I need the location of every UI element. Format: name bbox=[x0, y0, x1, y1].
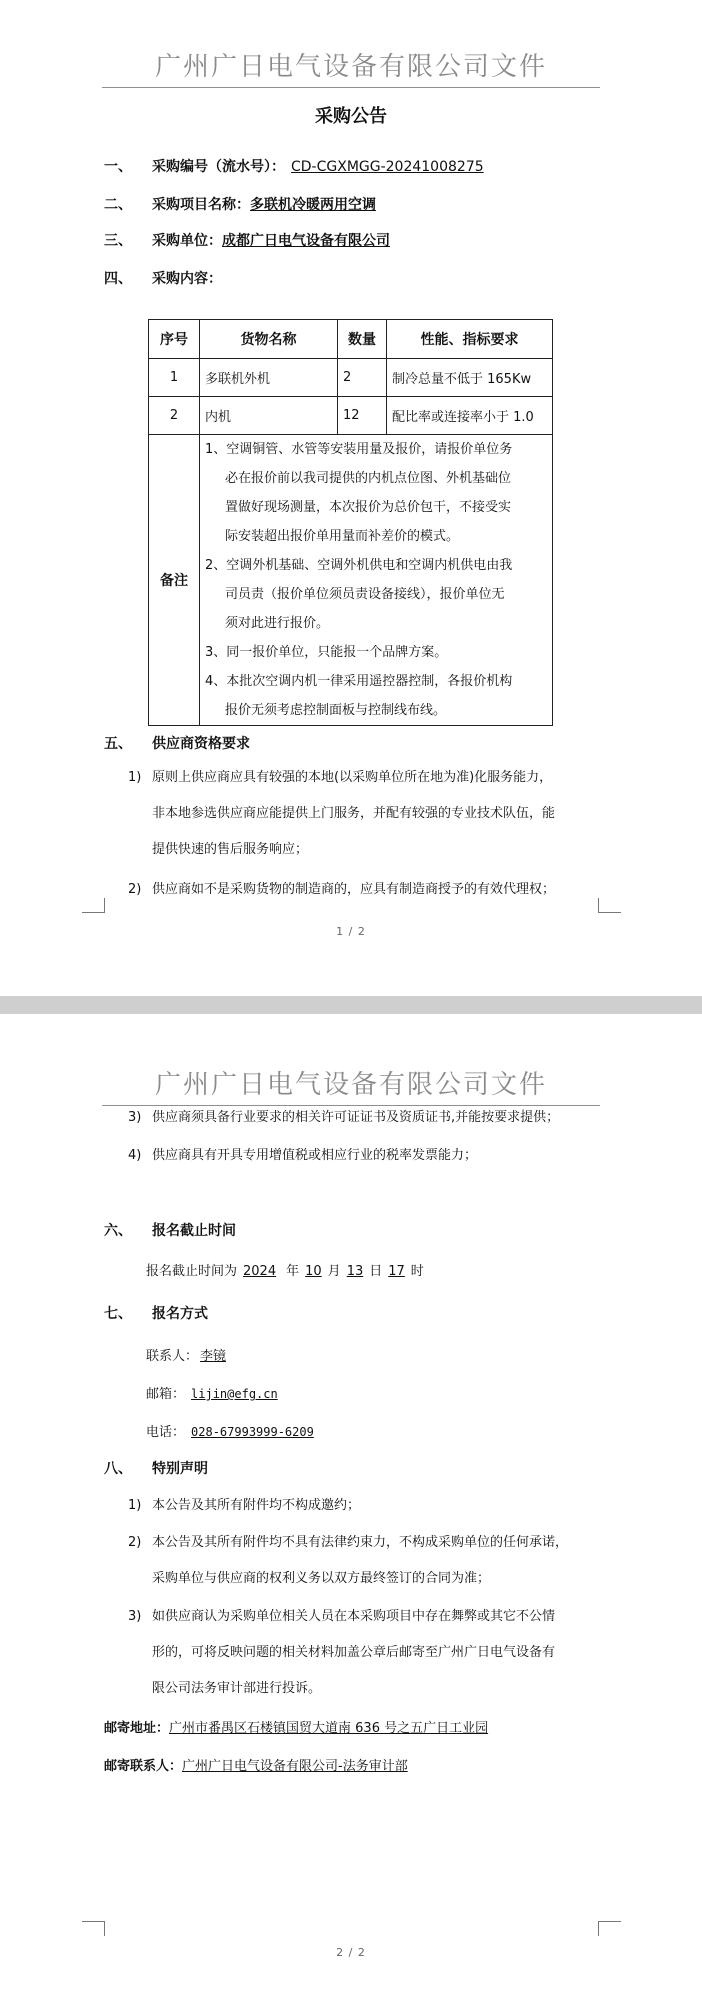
qualification-3-number: 3) bbox=[128, 1110, 142, 1125]
note-line: 2、空调外机基础、空调外机供电和空调内机供电由我 bbox=[205, 558, 513, 573]
email-link[interactable]: lijin@efg.cn bbox=[191, 1387, 278, 1401]
statement-line: 如供应商认为采购单位相关人员在本采购项目中存在舞弊或其它不公情 bbox=[152, 1609, 556, 1624]
deadline-year-unit: 年 bbox=[286, 1264, 300, 1279]
note-line: 置做好现场测量，本次报价为总价包干，不接受实 bbox=[225, 500, 512, 515]
note-line: 必在报价前以我司提供的内机点位图、外机基础位 bbox=[225, 471, 512, 486]
statement-3-number: 3) bbox=[128, 1609, 142, 1624]
section-6-title: 报名截止时间 bbox=[152, 1223, 236, 1239]
qualification-line: 提供快速的售后服务响应； bbox=[152, 842, 309, 857]
page-number: 2 / 2 bbox=[336, 1946, 366, 1959]
section-8-title: 特别声明 bbox=[152, 1461, 208, 1477]
page-gap bbox=[0, 996, 702, 1014]
section-1 bbox=[152, 156, 530, 176]
row-no: 2 bbox=[149, 397, 200, 435]
qualification-4-number: 4) bbox=[128, 1148, 142, 1163]
deadline-month-unit: 月 bbox=[327, 1264, 341, 1279]
statement-3 bbox=[152, 1599, 600, 1707]
notes-row bbox=[149, 435, 553, 726]
notes-label: 备注 bbox=[149, 435, 200, 726]
phone-row bbox=[146, 1421, 320, 1440]
section-7-title: 报名方式 bbox=[152, 1306, 208, 1322]
qualification-2: 供应商如不是采购货物的制造商的，应具有制造商授予的有效代理权； bbox=[152, 882, 556, 897]
statement-line: 限公司法务审计部进行投诉。 bbox=[152, 1681, 322, 1696]
statement-1: 本公告及其所有附件均不构成邀约； bbox=[152, 1498, 361, 1513]
statement-2-number: 2) bbox=[128, 1535, 142, 1550]
qualification-2-number: 2) bbox=[128, 882, 142, 897]
section-4-title: 采购内容： bbox=[152, 271, 222, 287]
statement-line: 采购单位与供应商的权利义务以双方最终签订的合同为准； bbox=[152, 1571, 491, 1586]
phone-number: 028-67993999-6209 bbox=[191, 1425, 314, 1439]
row-spec: 制冷总量不低于 165Kw bbox=[387, 359, 553, 397]
note-line: 司员责（报价单位须员责设备接线），报价单位无 bbox=[225, 587, 505, 602]
col-header-goods: 货物名称 bbox=[200, 320, 338, 359]
qualification-3: 供应商须具备行业要求的相关许可证证书及资质证书,并能按要求提供； bbox=[152, 1110, 560, 1125]
table-row bbox=[149, 397, 553, 435]
deadline-prefix: 报名截止时间为 bbox=[146, 1264, 238, 1279]
email-row bbox=[146, 1383, 284, 1402]
row-qty: 2 bbox=[338, 359, 387, 397]
note-line: 报价无须考虑控制面板与控制线布线。 bbox=[225, 703, 447, 718]
section-4-number: 四、 bbox=[104, 271, 132, 287]
note-line: 3、同一报价单位，只能报一个品牌方案。 bbox=[205, 645, 448, 660]
page-2 bbox=[0, 1014, 702, 2010]
buyer-label: 采购单位： bbox=[152, 233, 222, 249]
note-line: 际安装超出报价单用量而补差价的模式。 bbox=[225, 529, 460, 544]
section-2 bbox=[152, 194, 380, 214]
page-header: 广州广日电气设备有限公司文件 bbox=[102, 46, 600, 88]
section-5-title: 供应商资格要求 bbox=[152, 736, 250, 752]
section-7-number: 七、 bbox=[104, 1306, 132, 1322]
deadline-day-unit: 日 bbox=[369, 1264, 383, 1279]
mail-recipient-label: 邮寄联系人： bbox=[104, 1759, 183, 1774]
statement-line: 形的，可将反映问题的相关材料加盖公章后邮寄至广州广日电气设备有 bbox=[152, 1645, 556, 1660]
section-3 bbox=[152, 230, 390, 250]
col-header-qty: 数量 bbox=[338, 320, 387, 359]
document-title: 采购公告 bbox=[315, 106, 387, 127]
page-header: 广州广日电气设备有限公司文件 bbox=[102, 1064, 600, 1106]
contact-person-label: 联系人： bbox=[146, 1349, 199, 1364]
phone-label: 电话： bbox=[146, 1425, 186, 1440]
row-spec: 配比率或连接率小于 1.0 bbox=[387, 397, 553, 435]
deadline-hour-unit: 时 bbox=[410, 1264, 424, 1279]
project-name-value: 多联机冷暖两用空调 bbox=[250, 197, 376, 213]
col-header-no: 序号 bbox=[149, 320, 200, 359]
deadline-text bbox=[146, 1260, 424, 1279]
procurement-table bbox=[148, 319, 553, 726]
section-5-number: 五、 bbox=[104, 736, 132, 752]
col-header-spec: 性能、指标要求 bbox=[387, 320, 553, 359]
mail-address: 广州市番禺区石楼镇国贸大道南 636 号之五广日工业园 bbox=[169, 1721, 489, 1736]
note-line: 4、本批次空调内机一律采用遥控器控制，各报价机构 bbox=[205, 674, 513, 689]
qualification-1-number: 1) bbox=[128, 770, 142, 785]
email-label: 邮箱： bbox=[146, 1387, 186, 1402]
deadline-month: 10 bbox=[305, 1264, 322, 1279]
note-line: 1、空调铜管、水管等安装用量及报价，请报价单位务 bbox=[205, 442, 513, 457]
row-no: 1 bbox=[149, 359, 200, 397]
section-6-number: 六、 bbox=[104, 1223, 132, 1239]
qualification-line: 原则上供应商应具有较强的本地(以采购单位所在地为准)化服务能力， bbox=[152, 770, 553, 785]
mail-address-label: 邮寄地址： bbox=[104, 1721, 170, 1736]
qualification-line: 非本地参选供应商应能提供上门服务，并配有较强的专业技术队伍，能 bbox=[152, 806, 556, 821]
qualification-4: 供应商具有开具专用增值税或相应行业的税率发票能力； bbox=[152, 1148, 478, 1163]
contact-person-row bbox=[146, 1345, 232, 1364]
section-8-number: 八、 bbox=[104, 1461, 132, 1477]
statement-1-number: 1) bbox=[128, 1498, 142, 1513]
page-number: 1 / 2 bbox=[336, 925, 366, 938]
purchase-no-value: CD-CGXMGG-20241008275 bbox=[291, 159, 484, 175]
mail-recipient: 广州广日电气设备有限公司-法务审计部 bbox=[182, 1759, 408, 1774]
qualification-1 bbox=[152, 760, 600, 868]
page-1 bbox=[0, 0, 702, 996]
row-qty: 12 bbox=[338, 397, 387, 435]
section-3-number: 三、 bbox=[104, 233, 132, 249]
project-name-label: 采购项目名称： bbox=[152, 197, 250, 213]
deadline-day: 13 bbox=[346, 1264, 364, 1279]
mail-address-row bbox=[104, 1717, 488, 1736]
deadline-year: 2024 bbox=[243, 1264, 277, 1279]
buyer-value: 成都广日电气设备有限公司 bbox=[222, 233, 390, 249]
crop-mark bbox=[82, 898, 105, 913]
section-2-number: 二、 bbox=[104, 197, 132, 213]
note-line: 须对此进行报价。 bbox=[225, 616, 330, 631]
row-goods: 多联机外机 bbox=[200, 359, 338, 397]
statement-2 bbox=[152, 1525, 600, 1597]
crop-mark bbox=[82, 1921, 105, 1936]
table-row bbox=[149, 359, 553, 397]
row-goods: 内机 bbox=[200, 397, 338, 435]
statement-line: 本公告及其所有附件均不具有法律约束力，不构成采购单位的任何承诺， bbox=[152, 1535, 569, 1550]
mail-recipient-row bbox=[104, 1755, 408, 1774]
crop-mark bbox=[598, 1921, 621, 1936]
purchase-no-label: 采购编号（流水号）： bbox=[152, 159, 285, 175]
notes-content bbox=[200, 435, 553, 726]
contact-person: 李镜 bbox=[200, 1349, 227, 1364]
deadline-hour: 17 bbox=[388, 1264, 405, 1279]
section-1-number: 一、 bbox=[104, 159, 132, 175]
crop-mark bbox=[598, 898, 621, 913]
